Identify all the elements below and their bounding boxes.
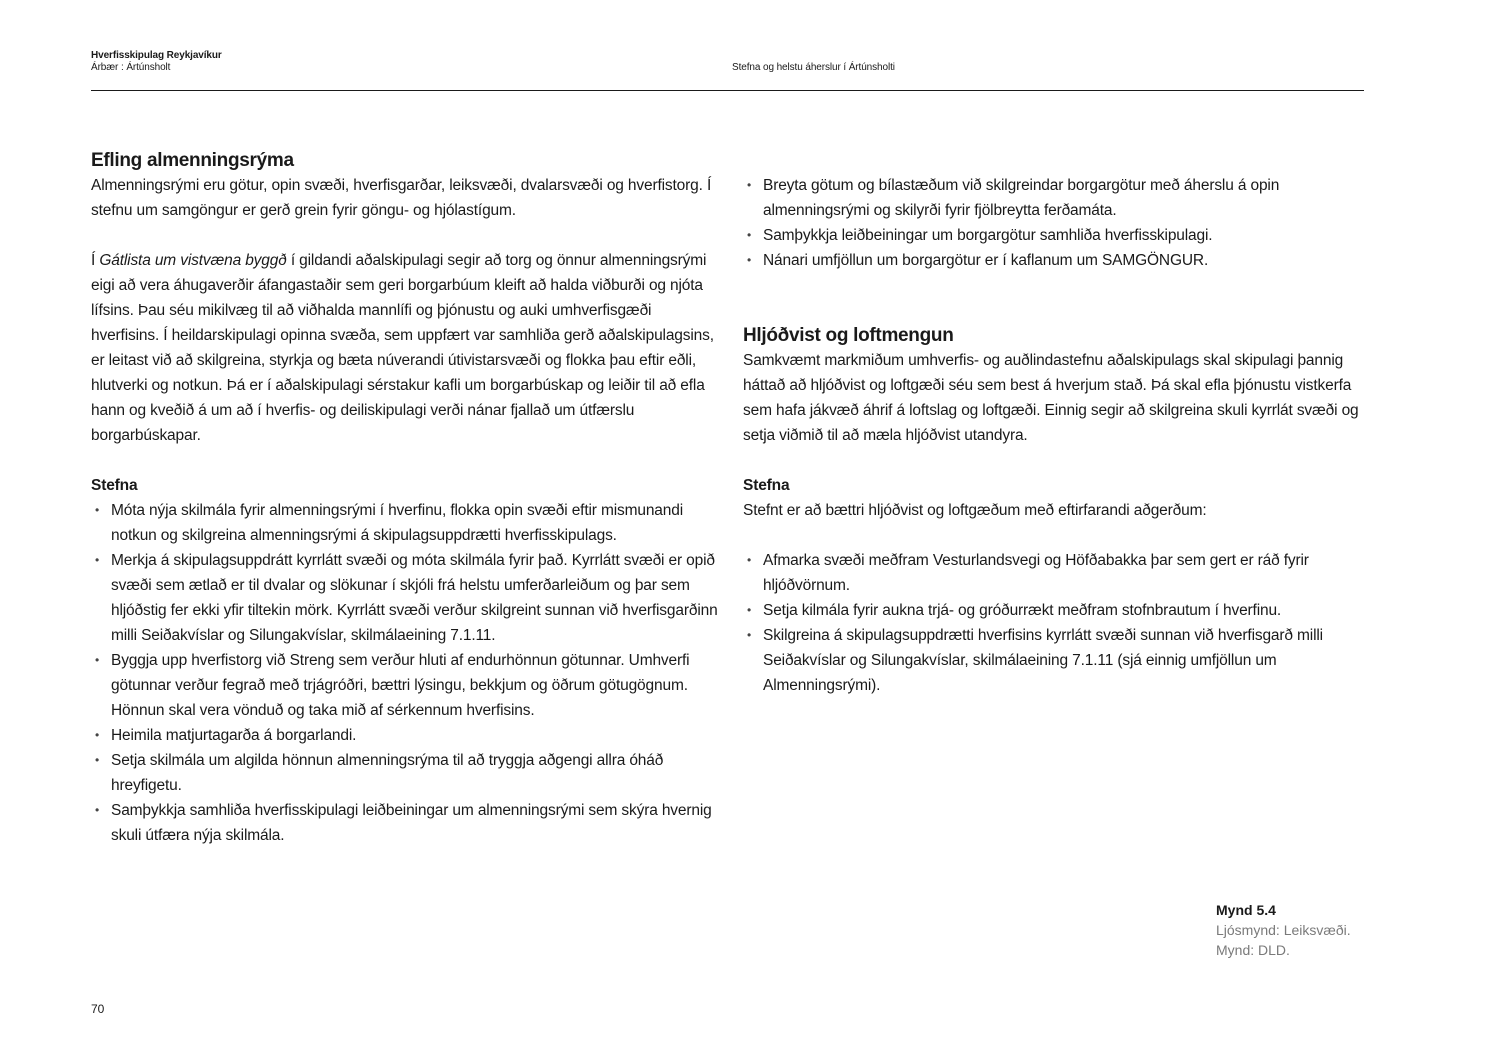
bullet-icon: • — [747, 603, 752, 617]
bullet-icon: • — [747, 553, 752, 567]
bullet-icon: • — [747, 253, 752, 267]
list-item — [743, 248, 1373, 273]
bullet-icon: • — [95, 503, 100, 517]
spacer — [743, 523, 1373, 548]
list-item — [743, 623, 1373, 698]
list-item — [91, 748, 721, 798]
list-item-text: Skilgreina á skipulagsuppdrætti hverfisins kyrrlátt svæði sunnan við hverfisgarð milli Seiðakvíslar og Silungakvíslar, skilmálaeining 7.1.11 (sjá einnig umfjöllun um Almenningsrými). — [763, 627, 1323, 694]
intro-paragraph: Samkvæmt markmiðum umhverfis- og auðlindastefnu aðalskipulags skal skipulagi þannig háttað að hljóðvist og loftgæði séu sem best á hverjum stað. Þá skal efla þjónustu vistkerfa sem hafa jákvæð áhrif á loftslag og loftgæði. Einnig segir að skilgreina skuli kyrrlát svæði og setja viðmið til að mæla hljóðvist utandyra. — [743, 352, 1359, 444]
list-item — [91, 548, 721, 648]
list-item — [91, 498, 721, 548]
right-column — [743, 173, 1373, 698]
bullet-icon: • — [95, 728, 100, 742]
list-item-text: Nánari umfjöllun um borgargötur er í kaflanum um SAMGÖNGUR. — [763, 252, 1209, 269]
page-number: 70 — [91, 1002, 105, 1016]
caption-title: Mynd 5.4 — [1216, 902, 1276, 918]
list-item-text: Samþykkja leiðbeiningar um borgargötur samhliða hverfisskipulagi. — [763, 227, 1213, 244]
noise-policy-list — [743, 548, 1373, 698]
bullet-icon: • — [747, 228, 752, 242]
spacer — [743, 273, 1373, 323]
section-title-public-spaces: Efling almenningsrýma — [91, 150, 294, 171]
caption-image-credit: Mynd: DLD. — [1216, 942, 1290, 958]
list-item-text: Byggja upp hverfistorg við Streng sem verður hluti af endurhönnun götunnar. Umhverfi götunnar verður fegrað með trjágróðri, bættri lýsingu, bekkjum og öðrum götugögnum. Hönnun skal vera vönduð og taka mið af sérkennum hverfisins. — [111, 652, 690, 719]
list-item-text: Setja kilmála fyrir aukna trjá- og gróðurrækt meðfram stofnbrautum í hverfinu. — [763, 602, 1282, 619]
list-item-text: Setja skilmála um algilda hönnun almenningsrýma til að tryggja aðgengi allra óháð hreyfigetu. — [111, 752, 664, 794]
spacer — [91, 223, 721, 248]
document-subtitle: Árbær : Ártúnsholt — [91, 62, 171, 73]
list-item — [91, 648, 721, 723]
spacer — [91, 448, 721, 473]
list-item — [91, 798, 721, 848]
list-item — [743, 598, 1373, 623]
para-prefix: Í — [91, 252, 100, 269]
list-item-text: Breyta götum og bílastæðum við skilgreindar borgargötur með áherslu á opin almenningsrými og skilyrði fyrir fjölbreytta ferðamáta. — [763, 177, 1280, 219]
italic-reference: Gátlista um vistvæna byggð — [99, 252, 287, 269]
bullet-icon: • — [95, 753, 100, 767]
policy-list — [91, 498, 721, 848]
list-item-text: Móta nýja skilmála fyrir almenningsrými í hverfinu, flokka opin svæði eftir mismunandi notkun og skilgreina almenningsrými á skipulagsuppdrætti hverfisskipulags. — [111, 502, 684, 544]
list-item — [743, 173, 1373, 223]
list-item-text: Samþykkja samhliða hverfisskipulagi leiðbeiningar um almenningsrými sem skýra hvernig skuli útfæra nýja skilmála. — [111, 802, 712, 844]
spacer — [743, 448, 1373, 473]
bullet-icon: • — [747, 628, 752, 642]
intro-paragraph: Almenningsrými eru götur, opin svæði, hverfisgarðar, leiksvæði, dvalarsvæði og hverfistorg. Í stefnu um samgöngur er gerð grein fyrir göngu- og hjólastígum. — [91, 177, 712, 219]
bullet-icon: • — [747, 178, 752, 192]
policy-heading: Stefna — [91, 477, 138, 494]
list-item — [743, 223, 1373, 248]
figure-caption — [1216, 900, 1351, 960]
list-item-text: Heimila matjurtagarða á borgarlandi. — [111, 727, 357, 744]
list-item-text: Merkja á skipulagsuppdrátt kyrrlátt svæði og móta skilmála fyrir það. Kyrrlátt svæði er opið svæði sem ætlað er til dvalar og slökunar í skjóli frá helstu umferðarleiðum og þar sem hljóðstig fer ekki yfir tiltekin mörk. Kyrrlátt svæði verður skilgreint sunnan við hverfisgarðinn milli Seiðakvíslar og Silungakvíslar, skilmálaeining 7.1.11. — [111, 552, 718, 644]
body-paragraph — [91, 248, 721, 448]
section-title-noise-air: Hljóðvist og loftmengun — [743, 325, 954, 346]
section-header: Stefna og helstu áherslur í Ártúnsholti — [732, 62, 895, 73]
caption-photo-credit: Ljósmynd: Leiksvæði. — [1216, 922, 1351, 938]
document-title: Hverfisskipulag Reykjavíkur — [91, 50, 222, 61]
policy-heading: Stefna — [743, 477, 790, 494]
bullet-icon: • — [95, 803, 100, 817]
left-column — [91, 148, 721, 848]
bullet-icon: • — [95, 653, 100, 667]
street-policy-list — [743, 173, 1373, 273]
list-item — [91, 723, 721, 748]
para-text: í gildandi aðalskipulagi segir að torg og önnur almenningsrými eigi að vera áhugaverðir áfangastaðir sem geri borgarbúum kleift að halda viðburði og njóta lífsins. Þau séu mikilvæg til að viðhalda mannlífi og þjónustu og auki umhverfisgæði hverfisins. Í heildarskipulagi opinna svæða, sem uppfært var samhliða gerð aðalskipulagsins, er leitast við að skilgreina, styrkja og bæta núverandi útivistarsvæði og flokka þau eftir eðli, hlutverki og notkun. Þá er í aðalskipulagi sérstakur kafli um borgarbúskap og leiðir til að efla hann og kveðið á um að í hverfis- og deiliskipulagi verði nánar fjallað um útfærslu borgarbúskapar. — [91, 252, 714, 444]
list-item-text: Afmarka svæði meðfram Vesturlandsvegi og Höfðabakka þar sem gert er ráð fyrir hljóðvörnum. — [763, 552, 1309, 594]
policy-intro: Stefnt er að bættri hljóðvist og loftgæðum með eftirfarandi aðgerðum: — [743, 502, 1207, 519]
running-header — [91, 50, 1364, 91]
bullet-icon: • — [95, 553, 100, 567]
list-item — [743, 548, 1373, 598]
